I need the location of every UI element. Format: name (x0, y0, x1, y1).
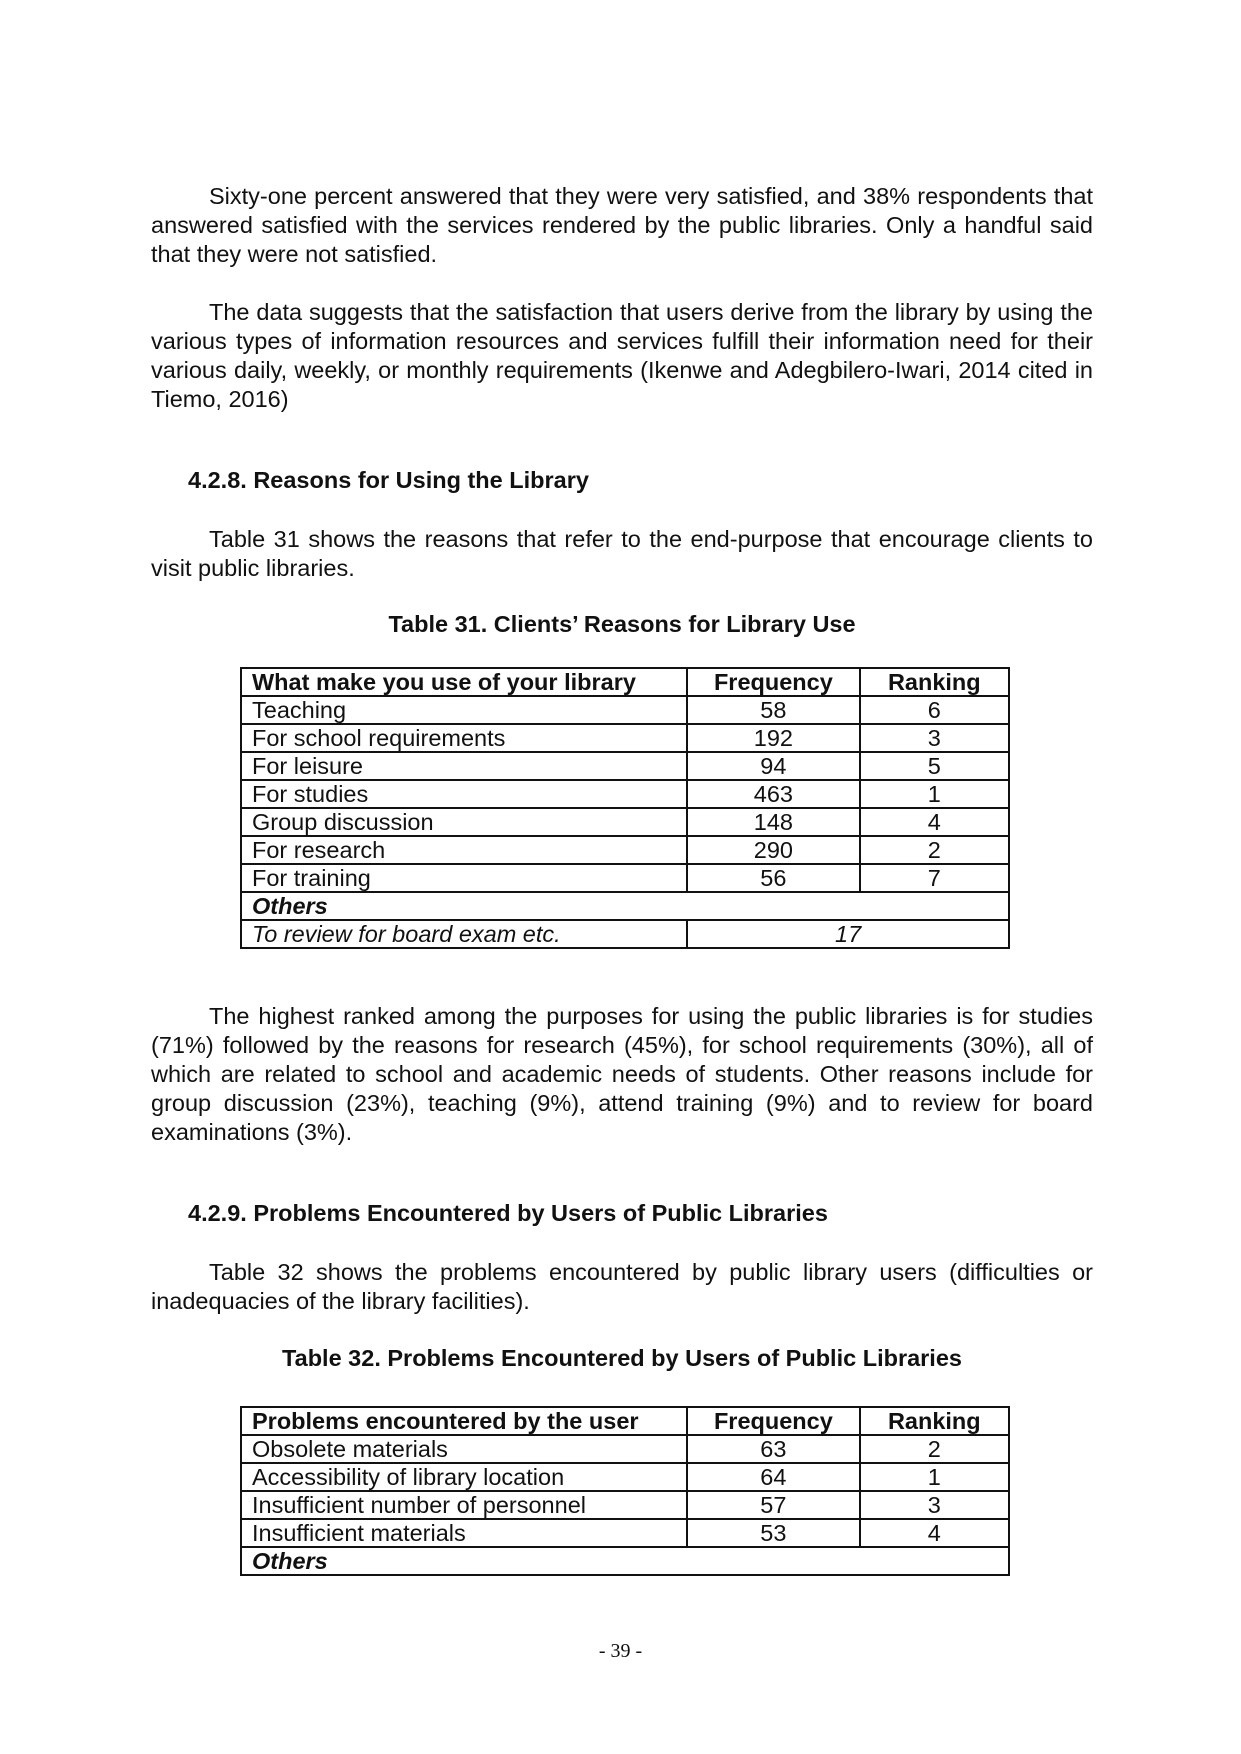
frequency-cell: 56 (687, 864, 859, 892)
others-label-cell: Others (241, 892, 1009, 920)
reason-cell: Teaching (241, 696, 687, 724)
table-row (241, 724, 1009, 752)
paragraph-table31-intro: Table 31 shows the reasons that refer to the end-purpose that encourage clients to visit public libraries. (151, 526, 1093, 581)
table32 (240, 1406, 1010, 1576)
others-value-cell: 17 (687, 920, 1009, 948)
problem-cell: Insufficient materials (241, 1519, 687, 1547)
table-row (241, 1491, 1009, 1519)
table-header-cell: Ranking (860, 1407, 1009, 1435)
problem-cell: Obsolete materials (241, 1435, 687, 1463)
paragraph-satisfaction: Sixty-one percent answered that they were very satisfied, and 38% respondents that answered satisfied with the services rendered by the public libraries. Only a handful said that they were not satisfied. (151, 183, 1093, 267)
table-row (241, 864, 1009, 892)
frequency-cell: 94 (687, 752, 859, 780)
ranking-cell: 4 (860, 808, 1009, 836)
ranking-cell: 1 (860, 1463, 1009, 1491)
frequency-cell: 58 (687, 696, 859, 724)
frequency-cell: 148 (687, 808, 859, 836)
table-header-row (241, 668, 1009, 696)
table32-caption: Table 32. Problems Encountered by Users of Public Libraries (282, 1345, 962, 1371)
ranking-cell: 3 (860, 724, 1009, 752)
table-row-others (241, 920, 1009, 948)
reason-cell: For research (241, 836, 687, 864)
table-row (241, 836, 1009, 864)
table-row (241, 808, 1009, 836)
reason-cell: For studies (241, 780, 687, 808)
table-header-cell: Ranking (860, 668, 1009, 696)
others-label-cell: Others (241, 1547, 1009, 1575)
frequency-cell: 57 (687, 1491, 859, 1519)
ranking-cell: 2 (860, 1435, 1009, 1463)
problem-cell: Accessibility of library location (241, 1463, 687, 1491)
frequency-cell: 64 (687, 1463, 859, 1491)
paragraph-table32-intro: Table 32 shows the problems encountered by public library users (difficulties or inadequacies of the library facilities). (151, 1259, 1093, 1314)
reason-cell: For training (241, 864, 687, 892)
section-heading-problems: 4.2.9. Problems Encountered by Users of Public Libraries (188, 1200, 828, 1226)
reason-cell: For school requirements (241, 724, 687, 752)
frequency-cell: 290 (687, 836, 859, 864)
ranking-cell: 5 (860, 752, 1009, 780)
frequency-cell: 463 (687, 780, 859, 808)
table31 (240, 667, 1010, 949)
frequency-cell: 53 (687, 1519, 859, 1547)
table-row (241, 1463, 1009, 1491)
ranking-cell: 3 (860, 1491, 1009, 1519)
paragraph-data-suggests: The data suggests that the satisfaction that users derive from the library by using the various types of information resources and services fulfill their information need for their various daily, weekly, or monthly requirements (Ikenwe and Adegbilero-Iwari, 2014 cited in Tiemo, 2016) (151, 299, 1093, 412)
ranking-cell: 1 (860, 780, 1009, 808)
others-item-cell: To review for board exam etc. (241, 920, 687, 948)
table-header-cell: Frequency (687, 1407, 859, 1435)
section-heading-reasons: 4.2.8. Reasons for Using the Library (188, 467, 589, 493)
problem-cell: Insufficient number of personnel (241, 1491, 687, 1519)
paragraph-highest-ranked: The highest ranked among the purposes for using the public libraries is for studies (71%) followed by the reasons for research (45%), for school requirements (30%), all of which are related to school and academic needs of students. Other reasons include for group discussion (23%), teaching (9%), attend training (9%) and to review for board examinations (3%). (151, 1003, 1093, 1145)
reason-cell: For leisure (241, 752, 687, 780)
table-row (241, 696, 1009, 724)
reason-cell: Group discussion (241, 808, 687, 836)
table-header-row (241, 1407, 1009, 1435)
table-row-others-label (241, 892, 1009, 920)
ranking-cell: 4 (860, 1519, 1009, 1547)
ranking-cell: 6 (860, 696, 1009, 724)
table-header-cell: Problems encountered by the user (241, 1407, 687, 1435)
table-row (241, 780, 1009, 808)
table-row (241, 752, 1009, 780)
table-header-cell: Frequency (687, 668, 859, 696)
table31-caption: Table 31. Clients’ Reasons for Library Use (388, 611, 856, 637)
frequency-cell: 192 (687, 724, 859, 752)
table-row (241, 1435, 1009, 1463)
table-row-others-label (241, 1547, 1009, 1575)
ranking-cell: 2 (860, 836, 1009, 864)
ranking-cell: 7 (860, 864, 1009, 892)
table-row (241, 1519, 1009, 1547)
page-number: - 39 - (598, 1640, 643, 1662)
frequency-cell: 63 (687, 1435, 859, 1463)
table-header-cell: What make you use of your library (241, 668, 687, 696)
